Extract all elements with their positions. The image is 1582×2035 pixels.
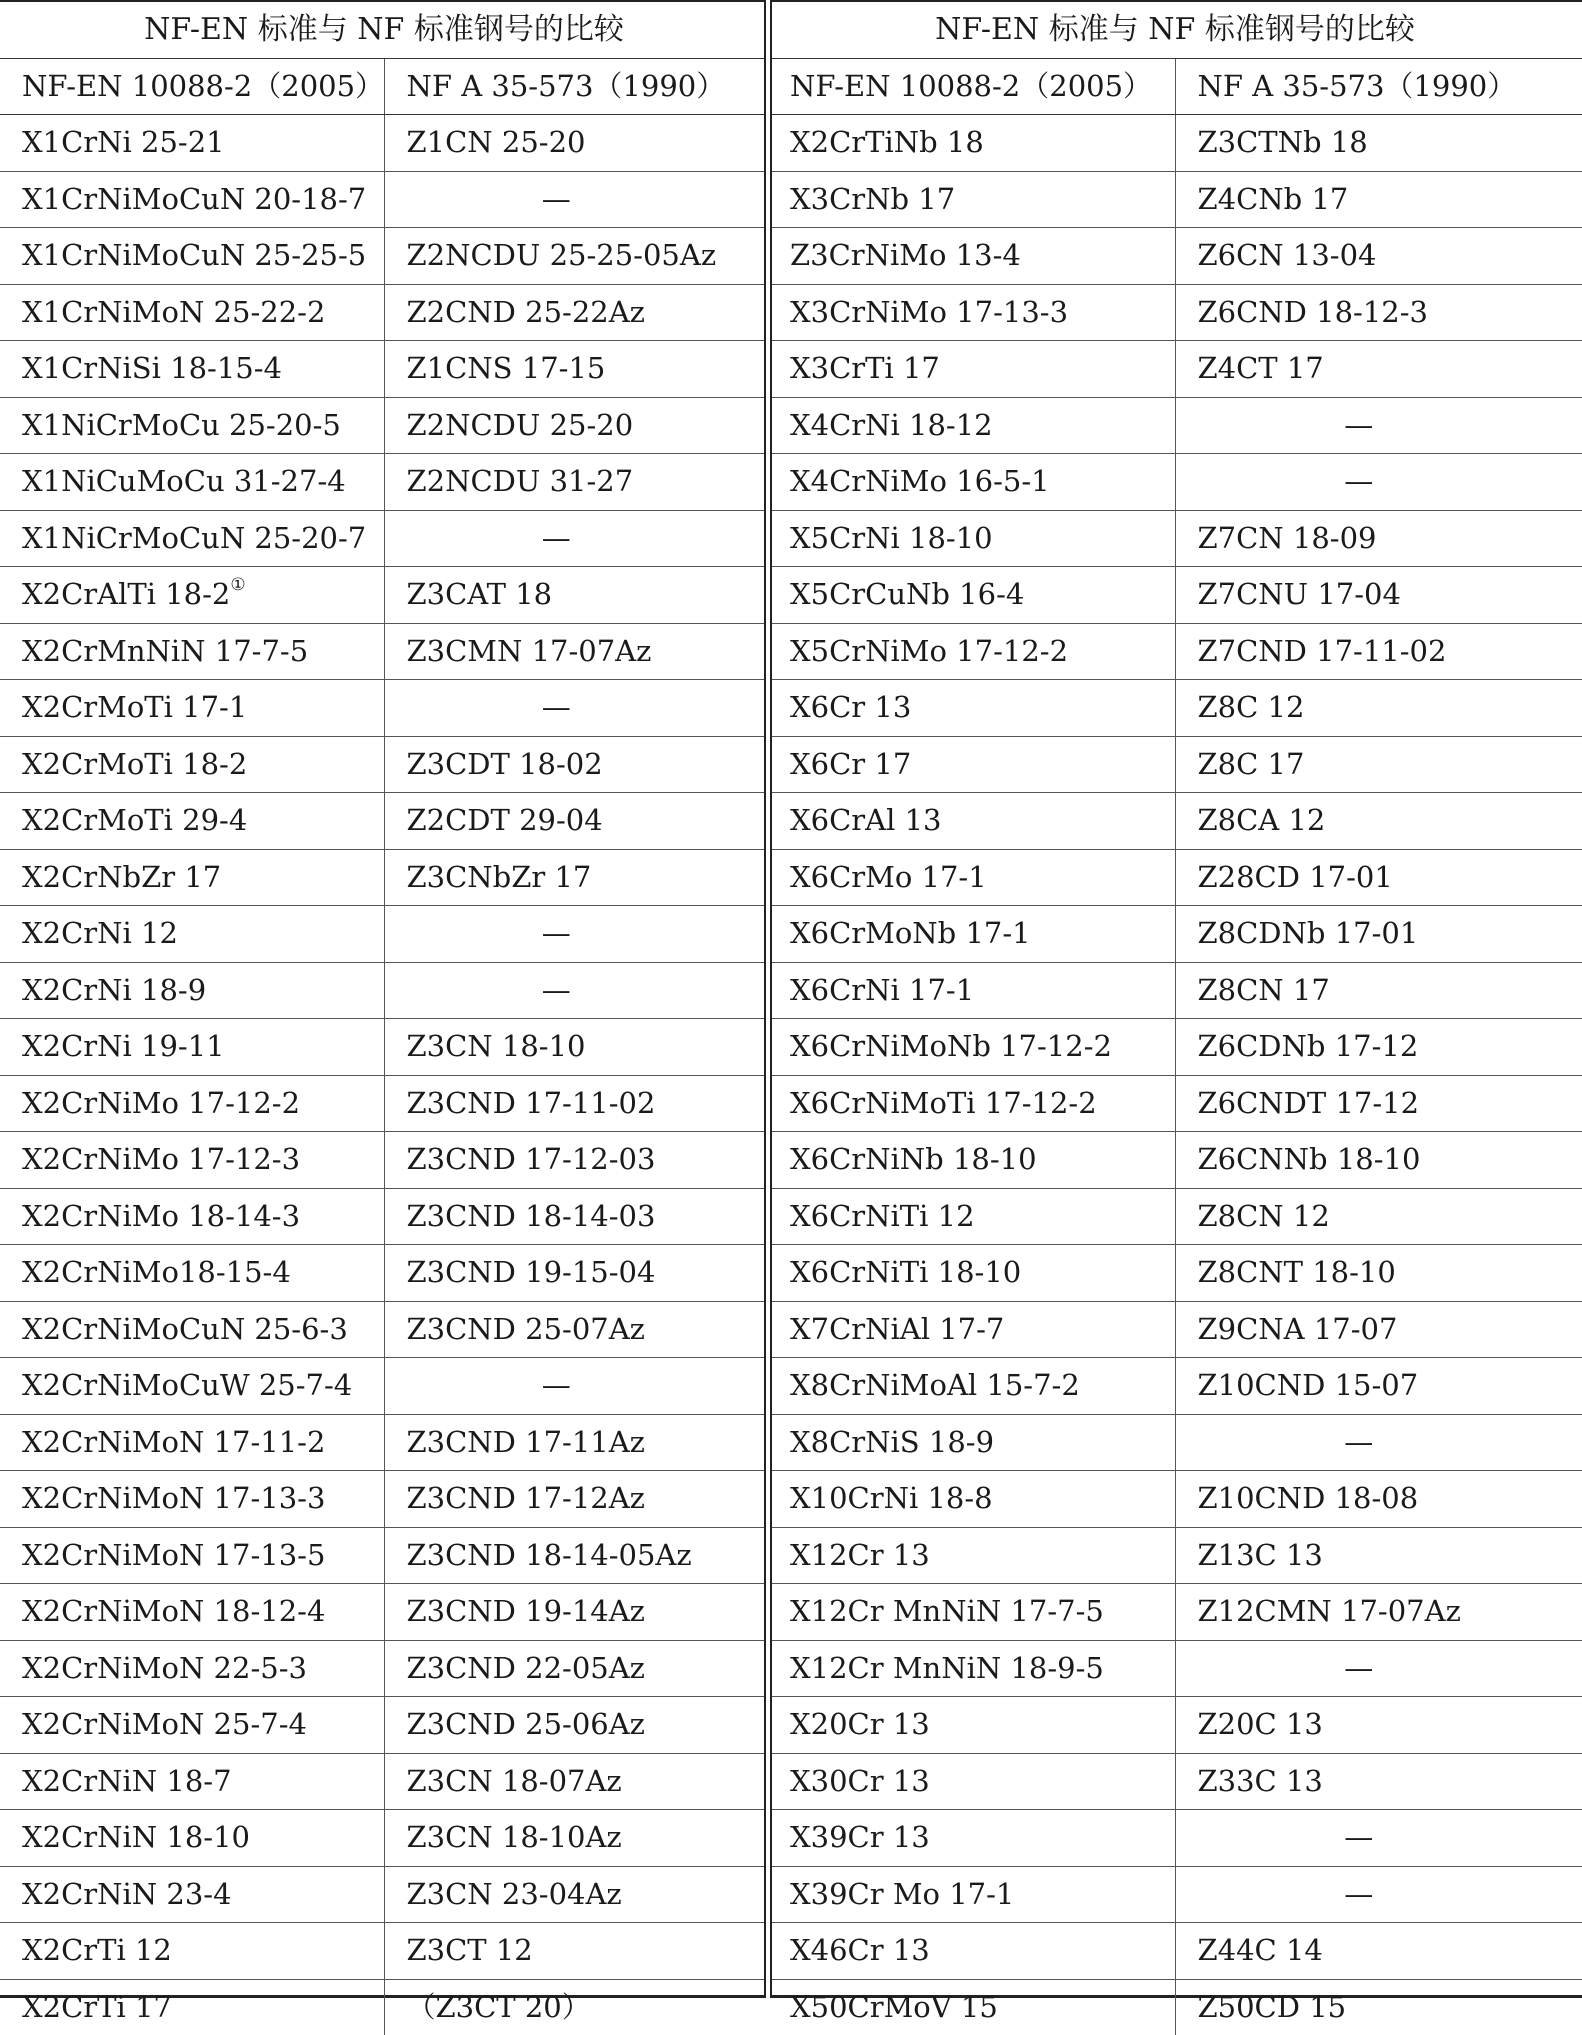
nf-en-grade: X2CrMoTi 17-1 (22, 690, 248, 725)
table-row (0, 115, 768, 172)
nf-en-grade: X2CrTiNb 18 (790, 125, 984, 160)
nf-en-grade-cell (0, 1584, 384, 1641)
nf-en-grade-cell (0, 397, 384, 454)
nf-grade: Z3CN 18-10 (384, 1019, 768, 1076)
nf-en-grade: X2CrNiN 23-4 (22, 1876, 232, 1911)
comparison-table-right (768, 0, 1582, 2024)
nf-en-grade: X2CrMnNiN 17-7-5 (22, 633, 309, 668)
table-divider (764, 0, 772, 1998)
nf-grade: — (1175, 454, 1582, 511)
nf-en-grade-cell (768, 680, 1175, 737)
nf-en-grade: X46Cr 13 (790, 1933, 930, 1968)
nf-grade: Z8C 17 (1175, 736, 1582, 793)
nf-en-grade: X50CrMoV 15 (790, 1989, 998, 2024)
nf-grade: Z2NCDU 25-20 (384, 397, 768, 454)
table-left (0, 2, 768, 2035)
table-row (0, 1132, 768, 1189)
nf-en-grade-cell (0, 1866, 384, 1923)
nf-en-grade: X2CrNiMo18-15-4 (22, 1255, 291, 1290)
nf-en-grade-cell (0, 906, 384, 963)
nf-en-grade-cell (0, 1979, 384, 2035)
nf-en-grade: X6CrNi 17-1 (790, 972, 975, 1007)
table-row (768, 1132, 1582, 1189)
table-row (0, 849, 768, 906)
nf-grade: Z3CND 19-14Az (384, 1584, 768, 1641)
nf-en-grade: X12Cr MnNiN 17-7-5 (790, 1594, 1104, 1629)
nf-en-grade: X2CrNiMoCuW 25-7-4 (22, 1368, 353, 1403)
nf-en-grade-cell (768, 341, 1175, 398)
nf-en-grade: X3CrTi 17 (790, 351, 940, 386)
table-row (0, 680, 768, 737)
table-row (768, 454, 1582, 511)
table-row (768, 736, 1582, 793)
table-right (768, 2, 1582, 2035)
nf-en-grade-cell (0, 1358, 384, 1415)
nf-grade: Z8CA 12 (1175, 793, 1582, 850)
nf-en-grade: X6CrNiNb 18-10 (790, 1142, 1037, 1177)
table-row (0, 171, 768, 228)
nf-en-grade: X1CrNiMoCuN 25-25-5 (22, 238, 367, 273)
nf-en-grade: X1NiCrMoCu 25-20-5 (22, 407, 341, 442)
nf-en-grade: X39Cr Mo 17-1 (790, 1876, 1015, 1911)
table-row (768, 1188, 1582, 1245)
table-row (768, 1471, 1582, 1528)
table-row (768, 171, 1582, 228)
nf-en-grade: X2CrNi 19-11 (22, 1029, 225, 1064)
nf-en-grade-cell (768, 962, 1175, 1019)
nf-grade: Z4CNb 17 (1175, 171, 1582, 228)
nf-grade: — (1175, 1640, 1582, 1697)
nf-en-grade: X20Cr 13 (790, 1707, 930, 1742)
table-row (0, 1697, 768, 1754)
nf-grade: Z3CN 18-07Az (384, 1753, 768, 1810)
nf-en-grade: X2CrNiN 18-10 (22, 1820, 250, 1855)
nf-grade: Z10CND 15-07 (1175, 1358, 1582, 1415)
table-row (0, 1979, 768, 2035)
table-row (0, 510, 768, 567)
nf-grade: Z28CD 17-01 (1175, 849, 1582, 906)
nf-en-grade: X2CrAlTi 18-2 (22, 577, 231, 612)
table-row (0, 1640, 768, 1697)
nf-grade: Z50CD 15 (1175, 1979, 1582, 2035)
nf-en-grade: X7CrNiAl 17-7 (790, 1311, 1005, 1346)
nf-en-grade: X3CrNiMo 17-13-3 (790, 294, 1069, 329)
table-row (0, 906, 768, 963)
table-row (0, 1584, 768, 1641)
nf-en-grade: X4CrNi 18-12 (790, 407, 993, 442)
nf-en-grade-cell (0, 1640, 384, 1697)
table-row (768, 1414, 1582, 1471)
table-row (0, 341, 768, 398)
nf-en-grade: X5CrCuNb 16-4 (790, 577, 1025, 612)
table-row (0, 1358, 768, 1415)
nf-en-grade-cell (0, 454, 384, 511)
table-row (768, 849, 1582, 906)
table-row (0, 397, 768, 454)
table-row (0, 736, 768, 793)
nf-en-grade-cell (768, 1358, 1175, 1415)
nf-grade: — (384, 1358, 768, 1415)
table-row (0, 1188, 768, 1245)
nf-grade: Z12CMN 17-07Az (1175, 1584, 1582, 1641)
nf-en-grade: X6CrMoNb 17-1 (790, 916, 1031, 951)
nf-en-grade-cell (0, 680, 384, 737)
nf-grade: Z6CN 13-04 (1175, 228, 1582, 285)
nf-grade: Z3CND 19-15-04 (384, 1245, 768, 1302)
nf-en-grade-cell (0, 1753, 384, 1810)
nf-en-grade-cell (768, 567, 1175, 624)
nf-en-grade-cell (0, 341, 384, 398)
column-header-row (768, 58, 1582, 115)
nf-en-grade-cell (0, 1075, 384, 1132)
nf-en-grade-cell (768, 1527, 1175, 1584)
table-row (0, 567, 768, 624)
nf-en-grade-cell (768, 1414, 1175, 1471)
footnote-marker: ① (230, 575, 246, 596)
table-row (0, 454, 768, 511)
nf-en-grade: X6CrNiTi 18-10 (790, 1255, 1022, 1290)
nf-en-grade-cell (768, 1019, 1175, 1076)
nf-grade: Z2NCDU 25-25-05Az (384, 228, 768, 285)
nf-grade: Z3CND 25-06Az (384, 1697, 768, 1754)
table-row (0, 1810, 768, 1867)
nf-grade: Z8CN 17 (1175, 962, 1582, 1019)
nf-en-grade: X12Cr 13 (790, 1537, 930, 1572)
nf-grade: Z2CDT 29-04 (384, 793, 768, 850)
nf-en-grade-cell (0, 1527, 384, 1584)
table-row (0, 1414, 768, 1471)
table-row (768, 510, 1582, 567)
nf-en-grade: X2CrNiMoN 22-5-3 (22, 1650, 307, 1685)
nf-grade: Z6CND 18-12-3 (1175, 284, 1582, 341)
nf-en-grade: X30Cr 13 (790, 1763, 930, 1798)
table-row (768, 1753, 1582, 1810)
nf-en-grade-cell (0, 1810, 384, 1867)
nf-en-grade-cell (768, 115, 1175, 172)
nf-en-grade: X2CrTi 17 (22, 1989, 172, 2024)
nf-grade: Z3CDT 18-02 (384, 736, 768, 793)
column-header-nf: NF A 35-573（1990） (1175, 58, 1582, 115)
nf-en-grade: X1CrNiMoN 25-22-2 (22, 294, 326, 329)
nf-en-grade: X12Cr MnNiN 18-9-5 (790, 1650, 1104, 1685)
nf-en-grade-cell (768, 1075, 1175, 1132)
nf-grade: — (384, 962, 768, 1019)
nf-en-grade: X1CrNiSi 18-15-4 (22, 351, 283, 386)
table-caption-row (768, 2, 1582, 58)
nf-en-grade: X6CrAl 13 (790, 803, 942, 838)
nf-grade: Z9CNA 17-07 (1175, 1301, 1582, 1358)
nf-en-grade-cell (768, 623, 1175, 680)
nf-grade: Z3CMN 17-07Az (384, 623, 768, 680)
table-row (768, 397, 1582, 454)
nf-en-grade-cell (0, 1697, 384, 1754)
nf-grade: Z3CTNb 18 (1175, 115, 1582, 172)
nf-en-grade: X1NiCuMoCu 31-27-4 (22, 464, 346, 499)
table-row (768, 1358, 1582, 1415)
table-row (768, 1584, 1582, 1641)
nf-en-grade-cell (768, 510, 1175, 567)
nf-en-grade: X2CrMoTi 18-2 (22, 746, 248, 781)
nf-grade: Z10CND 18-08 (1175, 1471, 1582, 1528)
nf-en-grade: X1NiCrMoCuN 25-20-7 (22, 520, 367, 555)
nf-grade: — (1175, 1810, 1582, 1867)
nf-grade: — (1175, 397, 1582, 454)
nf-en-grade-cell (0, 510, 384, 567)
nf-en-grade: X1CrNiMoCuN 20-18-7 (22, 181, 367, 216)
nf-grade: Z6CNDT 17-12 (1175, 1075, 1582, 1132)
table-row (768, 284, 1582, 341)
nf-en-grade-cell (768, 284, 1175, 341)
nf-grade: Z7CND 17-11-02 (1175, 623, 1582, 680)
table-row (0, 1301, 768, 1358)
nf-grade: Z3CND 17-11-02 (384, 1075, 768, 1132)
nf-grade: Z3CNbZr 17 (384, 849, 768, 906)
nf-en-grade: X2CrNiMo 17-12-2 (22, 1085, 301, 1120)
table-row (768, 1527, 1582, 1584)
table-row (768, 341, 1582, 398)
table-row (0, 1019, 768, 1076)
nf-en-grade-cell (0, 1188, 384, 1245)
table-row (768, 1301, 1582, 1358)
nf-en-grade: X10CrNi 18-8 (790, 1481, 993, 1516)
nf-en-grade-cell (0, 1301, 384, 1358)
nf-en-grade-cell (768, 1584, 1175, 1641)
nf-en-grade: X2CrNi 12 (22, 916, 178, 951)
nf-en-grade-cell (0, 115, 384, 172)
table-caption-row (0, 2, 768, 58)
nf-en-grade: X5CrNiMo 17-12-2 (790, 633, 1069, 668)
nf-en-grade-cell (768, 397, 1175, 454)
nf-en-grade: X5CrNi 18-10 (790, 520, 993, 555)
nf-grade: Z8CN 12 (1175, 1188, 1582, 1245)
nf-en-grade: X1CrNi 25-21 (22, 125, 225, 160)
nf-grade: Z7CNU 17-04 (1175, 567, 1582, 624)
nf-grade: Z3CND 22-05Az (384, 1640, 768, 1697)
nf-en-grade-cell (768, 1810, 1175, 1867)
nf-grade: Z3CND 17-12-03 (384, 1132, 768, 1189)
nf-en-grade-cell (0, 1019, 384, 1076)
nf-en-grade: X8CrNiS 18-9 (790, 1424, 995, 1459)
nf-en-grade: X2CrMoTi 29-4 (22, 803, 248, 838)
nf-grade: — (1175, 1866, 1582, 1923)
nf-grade: Z3CT 12 (384, 1923, 768, 1980)
table-row (0, 1245, 768, 1302)
table-row (768, 1245, 1582, 1302)
nf-en-grade-cell (0, 736, 384, 793)
table-row (768, 1866, 1582, 1923)
table-row (768, 1019, 1582, 1076)
table-row (768, 1697, 1582, 1754)
nf-grade: （Z3CT 20） (384, 1979, 768, 2035)
nf-en-grade-cell (768, 793, 1175, 850)
nf-en-grade: X6CrMo 17-1 (790, 859, 987, 894)
nf-en-grade-cell (768, 1640, 1175, 1697)
nf-en-grade: X2CrNbZr 17 (22, 859, 222, 894)
nf-en-grade-cell (768, 1866, 1175, 1923)
nf-grade: Z6CDNb 17-12 (1175, 1019, 1582, 1076)
column-header-nf-en: NF-EN 10088-2（2005） (0, 58, 384, 115)
nf-en-grade-cell (768, 906, 1175, 963)
nf-grade: — (384, 171, 768, 228)
nf-grade: Z4CT 17 (1175, 341, 1582, 398)
nf-en-grade-cell (768, 736, 1175, 793)
table-row (768, 680, 1582, 737)
nf-grade: Z1CNS 17-15 (384, 341, 768, 398)
nf-en-grade: X8CrNiMoAl 15-7-2 (790, 1368, 1080, 1403)
table-row (768, 567, 1582, 624)
nf-en-grade: Z3CrNiMo 13-4 (790, 238, 1021, 273)
table-row (768, 793, 1582, 850)
table-row (768, 962, 1582, 1019)
nf-grade: Z8CNT 18-10 (1175, 1245, 1582, 1302)
table-row (0, 1075, 768, 1132)
nf-en-grade: X6CrNiMoTi 17-12-2 (790, 1085, 1097, 1120)
nf-en-grade: X2CrNiMoN 18-12-4 (22, 1594, 326, 1629)
nf-grade: Z3CND 25-07Az (384, 1301, 768, 1358)
nf-en-grade-cell (0, 1132, 384, 1189)
nf-en-grade: X2CrNiMoN 17-13-3 (22, 1481, 326, 1516)
nf-grade: — (384, 906, 768, 963)
table-row (0, 1866, 768, 1923)
table-row (0, 1471, 768, 1528)
nf-en-grade-cell (768, 1132, 1175, 1189)
nf-en-grade-cell (0, 849, 384, 906)
nf-en-grade: X2CrNiMoN 25-7-4 (22, 1707, 307, 1742)
column-header-nf-en: NF-EN 10088-2（2005） (768, 58, 1175, 115)
table-row (768, 1075, 1582, 1132)
nf-en-grade: X2CrNiN 18-7 (22, 1763, 232, 1798)
nf-grade: Z20C 13 (1175, 1697, 1582, 1754)
nf-en-grade: X6CrNiMoNb 17-12-2 (790, 1029, 1112, 1064)
nf-en-grade-cell (768, 1697, 1175, 1754)
nf-grade: Z3CN 18-10Az (384, 1810, 768, 1867)
nf-grade: Z44C 14 (1175, 1923, 1582, 1980)
nf-grade: Z1CN 25-20 (384, 115, 768, 172)
nf-en-grade: X2CrNi 18-9 (22, 972, 207, 1007)
nf-en-grade-cell (0, 962, 384, 1019)
table-row (0, 793, 768, 850)
nf-grade: — (1175, 1414, 1582, 1471)
nf-en-grade-cell (768, 1979, 1175, 2035)
nf-en-grade-cell (768, 1301, 1175, 1358)
nf-en-grade-cell (768, 171, 1175, 228)
nf-en-grade-cell (0, 567, 384, 624)
table-caption: NF-EN 标准与 NF 标准钢号的比较 (768, 2, 1582, 58)
table-row (0, 962, 768, 1019)
nf-en-grade-cell (0, 228, 384, 285)
nf-grade: Z3CND 18-14-05Az (384, 1527, 768, 1584)
nf-en-grade-cell (0, 1245, 384, 1302)
nf-en-grade-cell (0, 623, 384, 680)
nf-en-grade-cell (768, 228, 1175, 285)
table-caption: NF-EN 标准与 NF 标准钢号的比较 (0, 2, 768, 58)
nf-grade: Z7CN 18-09 (1175, 510, 1582, 567)
nf-en-grade: X2CrNiMo 17-12-3 (22, 1142, 301, 1177)
nf-en-grade: X2CrNiMo 18-14-3 (22, 1198, 301, 1233)
table-row (768, 1923, 1582, 1980)
table-row (0, 284, 768, 341)
table-row (768, 1810, 1582, 1867)
nf-grade: Z3CND 18-14-03 (384, 1188, 768, 1245)
table-row (0, 623, 768, 680)
table-row (768, 228, 1582, 285)
nf-grade: Z3CAT 18 (384, 567, 768, 624)
nf-en-grade: X6Cr 13 (790, 690, 912, 725)
nf-en-grade-cell (0, 284, 384, 341)
nf-grade: Z2CND 25-22Az (384, 284, 768, 341)
nf-en-grade-cell (0, 1923, 384, 1980)
nf-en-grade-cell (0, 171, 384, 228)
table-row (768, 1640, 1582, 1697)
nf-grade: Z3CN 23-04Az (384, 1866, 768, 1923)
nf-en-grade-cell (768, 1188, 1175, 1245)
table-row (768, 906, 1582, 963)
table-row (0, 1753, 768, 1810)
table-row (768, 115, 1582, 172)
table-row (0, 1527, 768, 1584)
nf-grade: Z3CND 17-12Az (384, 1471, 768, 1528)
nf-en-grade-cell (768, 1923, 1175, 1980)
nf-en-grade: X2CrNiMoCuN 25-6-3 (22, 1311, 348, 1346)
table-row (768, 623, 1582, 680)
nf-grade: Z2NCDU 31-27 (384, 454, 768, 511)
nf-en-grade: X3CrNb 17 (790, 181, 956, 216)
nf-en-grade-cell (0, 1471, 384, 1528)
nf-en-grade: X2CrTi 12 (22, 1933, 172, 1968)
nf-en-grade: X6Cr 17 (790, 746, 912, 781)
nf-grade: Z8CDNb 17-01 (1175, 906, 1582, 963)
nf-grade: Z8C 12 (1175, 680, 1582, 737)
comparison-table-left (0, 0, 768, 2024)
nf-grade: — (384, 510, 768, 567)
nf-en-grade-cell (768, 1753, 1175, 1810)
nf-en-grade-cell (0, 1414, 384, 1471)
nf-en-grade-cell (768, 1245, 1175, 1302)
nf-grade: Z6CNNb 18-10 (1175, 1132, 1582, 1189)
nf-en-grade-cell (0, 793, 384, 850)
nf-en-grade-cell (768, 454, 1175, 511)
nf-en-grade: X4CrNiMo 16-5-1 (790, 464, 1050, 499)
column-header-row (0, 58, 768, 115)
nf-grade: — (384, 680, 768, 737)
column-header-nf: NF A 35-573（1990） (384, 58, 768, 115)
nf-en-grade: X2CrNiMoN 17-11-2 (22, 1424, 326, 1459)
nf-grade: Z13C 13 (1175, 1527, 1582, 1584)
nf-en-grade: X6CrNiTi 12 (790, 1198, 975, 1233)
table-row (0, 1923, 768, 1980)
nf-en-grade-cell (768, 1471, 1175, 1528)
nf-grade: Z33C 13 (1175, 1753, 1582, 1810)
nf-grade: Z3CND 17-11Az (384, 1414, 768, 1471)
nf-en-grade: X2CrNiMoN 17-13-5 (22, 1537, 326, 1572)
table-row (0, 228, 768, 285)
table-row (768, 1979, 1582, 2035)
nf-en-grade-cell (768, 849, 1175, 906)
nf-en-grade: X39Cr 13 (790, 1820, 930, 1855)
